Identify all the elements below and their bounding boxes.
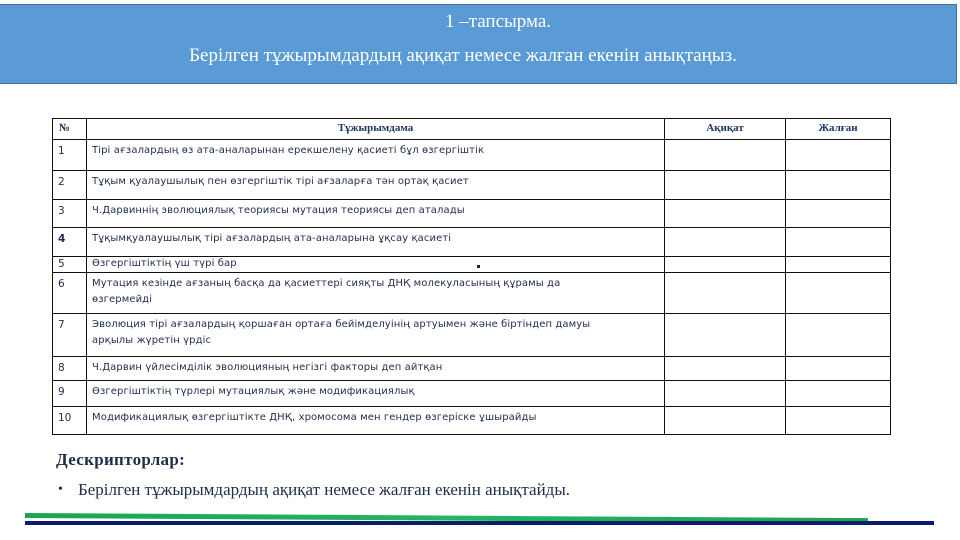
- false-cell[interactable]: [786, 380, 891, 406]
- descriptor-text: Берілген тұжырымдардың ақиқат немесе жалған екенін анықтайды.: [78, 480, 570, 499]
- row-number: 10: [53, 406, 87, 434]
- table-row: [53, 139, 891, 170]
- true-cell[interactable]: [665, 272, 786, 313]
- row-statement: Ч.Дарвиннің эволюциялық теориясы мутация теориясы деп аталады: [87, 199, 665, 227]
- row-number: 7: [53, 313, 87, 356]
- stray-dot-mark: [477, 265, 480, 268]
- true-cell[interactable]: [665, 256, 786, 272]
- task-header-banner: [0, 4, 957, 84]
- false-cell[interactable]: [786, 272, 891, 313]
- row-statement: Ч.Дарвин үйлесімділік эволюцияның негізгі факторы деп айтқан: [87, 356, 665, 380]
- false-cell[interactable]: [786, 313, 891, 356]
- table-row: [53, 272, 891, 313]
- table-row: [53, 199, 891, 227]
- true-cell[interactable]: [665, 313, 786, 356]
- row-number: 5: [53, 256, 87, 272]
- table-row: [53, 356, 891, 380]
- true-cell[interactable]: [665, 356, 786, 380]
- column-header-number: №: [53, 119, 87, 140]
- true-cell[interactable]: [665, 227, 786, 256]
- row-statement: Тұқымқуалаушылық тірі ағзалардың ата-аналарына ұқсау қасиеті: [87, 227, 665, 256]
- row-statement: Тірі ағзалардың өз ата-аналарынан ерекшелену қасиеті бұл өзгергіштік: [87, 139, 665, 170]
- descriptors-section: [56, 450, 570, 500]
- row-statement: Тұқым қуалаушылық пен өзгергіштік тірі ағзаларға тән ортақ қасиет: [87, 170, 665, 199]
- false-cell[interactable]: [786, 256, 891, 272]
- table-row: [53, 313, 891, 356]
- true-cell[interactable]: [665, 406, 786, 434]
- row-statement: Өзгергіштіктің үш түрі бар: [87, 256, 665, 272]
- row-number: 3: [53, 199, 87, 227]
- statements-table: [52, 118, 891, 435]
- column-header-statement: Тұжырымдама: [87, 119, 665, 140]
- task-instruction: Берілген тұжырымдардың ақиқат немесе жалған екенін анықтаңыз.: [189, 45, 737, 66]
- true-cell[interactable]: [665, 170, 786, 199]
- false-cell[interactable]: [786, 356, 891, 380]
- row-number: 9: [53, 380, 87, 406]
- column-header-true: Ақиқат: [665, 119, 786, 140]
- descriptors-title: Дескрипторлар:: [56, 450, 186, 469]
- table-header-row: [53, 119, 891, 140]
- row-statement: Мутация кезінде ағзаның басқа да қасиеттері сияқты ДНҚ молекуласының құрамы да өзгермейді: [87, 272, 665, 313]
- table-row: [53, 406, 891, 434]
- bullet-icon: •: [58, 482, 63, 497]
- row-statement: Модификациялық өзгергіштікте ДНҚ, хромосома мен гендер өзгеріске ұшырайды: [87, 406, 665, 434]
- false-cell[interactable]: [786, 139, 891, 170]
- true-cell[interactable]: [665, 139, 786, 170]
- descriptor-item: [56, 480, 570, 500]
- false-cell[interactable]: [786, 406, 891, 434]
- table-row: [53, 227, 891, 256]
- row-statement: Өзгергіштіктің түрлері мутациялық және модификациялық: [87, 380, 665, 406]
- row-statement: Эволюция тірі ағзалардың қоршаған ортаға бейімделуінің артуымен және біртіндеп дамуы арқылы жүретін үрдіс: [87, 313, 665, 356]
- row-number: 2: [53, 170, 87, 199]
- row-number: 6: [53, 272, 87, 313]
- decorative-navy-line: [25, 521, 934, 525]
- table-row: [53, 170, 891, 199]
- false-cell[interactable]: [786, 227, 891, 256]
- row-number: 1: [53, 139, 87, 170]
- task-title: 1 –тапсырма.: [444, 11, 552, 32]
- table-row: [53, 256, 891, 272]
- true-cell[interactable]: [665, 199, 786, 227]
- table-row: [53, 380, 891, 406]
- row-number: 8: [53, 356, 87, 380]
- row-number: 4: [53, 227, 87, 256]
- true-cell[interactable]: [665, 380, 786, 406]
- column-header-false: Жалған: [786, 119, 891, 140]
- false-cell[interactable]: [786, 170, 891, 199]
- false-cell[interactable]: [786, 199, 891, 227]
